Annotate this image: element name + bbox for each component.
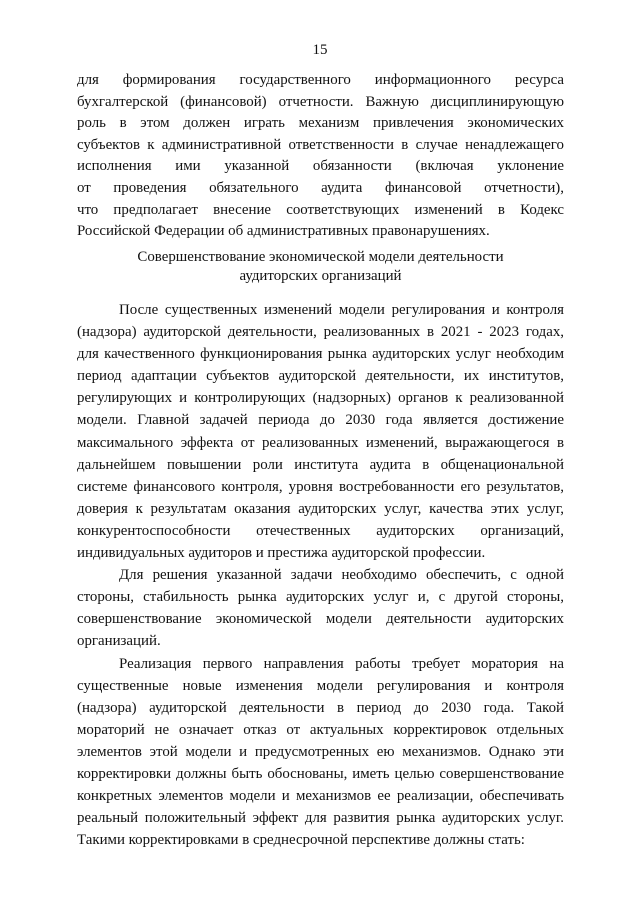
text-line: роль в этом должен играть механизм привлечения экономических (77, 115, 564, 132)
text-line: субъектов к административной ответственности в случае ненадлежащего (77, 136, 564, 153)
text-line: Российской Федерации об административных правонарушениях. (77, 223, 490, 240)
section-heading-line: Совершенствование экономической модели деятельности (137, 249, 504, 265)
section-heading (77, 248, 564, 286)
text-line: для формирования государственного информационного ресурса (77, 72, 564, 88)
page-number: 15 (312, 42, 328, 58)
body-text (77, 299, 564, 851)
top-fragment (77, 70, 564, 243)
text-line: от проведения обязательного аудита финансовой отчетности), (77, 179, 564, 196)
paragraph: Для решения указанной задачи необходимо обеспечить, с одной стороны, стабильность рынка аудиторских услуг и, с другой стороны, совершенствование экономической модели деятельности аудиторских организаций. (77, 567, 564, 650)
section-heading-line: аудиторских организаций (239, 268, 402, 284)
text-line: бухгалтерской (финансовой) отчетности. Важную дисциплинирующую (77, 93, 564, 110)
text-line: исполнения ими указанной обязанности (включая уклонение (77, 158, 564, 175)
text-line: что предполагает внесение соответствующих изменений в Кодекс (77, 201, 564, 218)
paragraph: После существенных изменений модели регулирования и контроля (надзора) аудиторской деятельности, реализованных в 2021 - 2023 годах, для качественного функционирования рынка аудиторских услуг необходим период адаптации субъектов аудиторской деятельности, их институтов, регулирующих и контролирующих (надзорных) органов к реализованной модели. Главной задачей периода до 2030 года является достижение максимального эффекта от реализованных изменений, выражающегося в дальнейшем повышении роли института аудита в общенациональной системе финансового контроля, уровня востребованности его результатов, доверия к результатам оказания аудиторских услуг, качества этих услуг, конкурентоспособности отечественных аудиторских организаций, индивидуальных аудиторов и престижа аудиторской профессии. (77, 302, 564, 562)
paragraph: Реализация первого направления работы требует моратория на существенные новые изменения модели регулирования и контроля (надзора) аудиторской деятельности в период до 2030 года. Такой мораторий не означает отказ от актуальных корректировок отдельных элементов этой модели и предусмотренных ею механизмов. Однако эти корректировки должны быть обоснованы, иметь целью совершенствование конкретных элементов модели и механизмов ее реализации, обеспечивать реальный положительный эффект для развития рынка аудиторских услуг. Такими корректировками в среднесрочной перспективе должны стать: (77, 655, 564, 849)
